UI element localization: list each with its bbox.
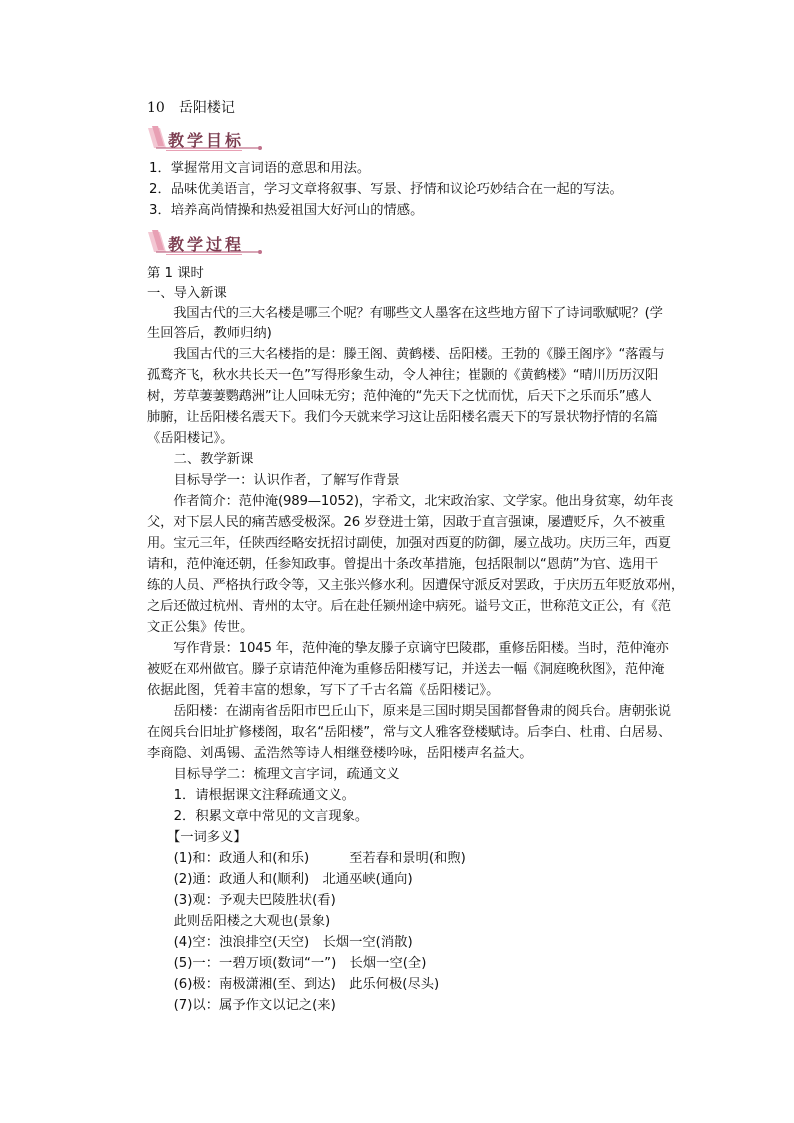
text-line: 写作背景：1045 年，范仲淹的挚友滕子京谪守巴陵郡，重修岳阳楼。当时，范仲淹亦 [147,641,669,656]
text-line: 之后还做过杭州、青州的太守。后在赴任颍州途中病死。谥号文正，世称范文正公，有《范 [147,599,671,614]
goal-item: 2．品味优美语言，学习文章将叙事、写景、抒情和议论巧妙结合在一起的写法。 [149,182,623,197]
process-banner [146,228,266,256]
text-line: 请和，范仲淹还朝，任参知政事。曾提出十条改革措施，包括限制以“恩荫”为官、选用干 [147,557,659,572]
text-line: (7)以：属予作文以记之(来) [147,998,336,1013]
goal-item: 1．掌握常用文言词语的意思和用法。 [149,161,371,176]
text-line: 二、教学新课 [147,452,254,467]
text-line: 目标导学二：梳理文言字词，疏通文义 [147,767,400,782]
text-line: 此则岳阳楼之大观也(景象) [147,914,331,929]
lesson-name: 岳阳楼记 [178,100,235,116]
lesson-title [147,99,235,117]
text-line: 2．积累文章中常见的文言现象。 [147,809,369,824]
text-line: 【一词多义】 [147,830,247,845]
text-line: 目标导学一：认识作者，了解写作背景 [147,473,400,488]
process-banner-label: 教学过程 [168,235,245,254]
goals-banner-label: 教学目标 [168,131,245,150]
text-line: (5)一：一碧万顷(数词“一”) 长烟一空(全) [147,956,427,971]
text-line: 我国古代的三大名楼指的是：滕王阁、黄鹤楼、岳阳楼。王勃的《滕王阁序》“落霞与 [147,347,665,362]
text-line: 用。宝元三年，任陕西经略安抚招讨副使，加强对西夏的防御，屡立战功。庆历三年，西夏 [147,536,671,551]
text-line: 岳阳楼：在湖南省岳阳市巴丘山下，原来是三国时期吴国都督鲁肃的阅兵台。唐朝张说 [147,704,671,719]
text-line: 文正公集》传世。 [147,620,254,635]
text-line: 我国古代的三大名楼是哪三个呢？有哪些文人墨客在这些地方留下了诗词歌赋呢？(学 [147,306,663,321]
text-line: (2)通：政通人和(顺利) 北通巫峡(通向) [147,872,413,887]
text-line: 被贬在邓州做官。滕子京请范仲淹为重修岳阳楼写记，并送去一幅《洞庭晚秋图》，范仲淹 [147,662,665,677]
text-line: (4)空：浊浪排空(天空) 长烟一空(消散) [147,935,413,950]
text-line: 在阅兵台旧址扩修楼阁，取名“岳阳楼”，常与文人雅客登楼赋诗。后李白、杜甫、白居易、 [147,725,672,740]
text-line: 李商隐、刘禹锡、孟浩然等诗人相继登楼吟咏，岳阳楼声名益大。 [147,746,533,761]
text-line: 一、导入新课 [147,286,227,301]
text-line: 孤鹜齐飞，秋水共长天一色”写得形象生动，令人神往；崔颢的《黄鹤楼》“晴川历历汉阳 [147,368,659,383]
text-line: 《岳阳楼记》。 [147,431,234,446]
text-line: 练的人员、严格执行政令等，又主张兴修水利。因遭保守派反对罢政，于庆历五年贬放邓州， [147,578,684,593]
text-line: 第 1 课时 [147,266,204,281]
text-line: 肺腑，让岳阳楼名震天下。我们今天就来学习这让岳阳楼名震天下的写景状物抒情的名篇 [147,410,658,425]
text-line: 生回答后，教师归纳) [147,326,272,341]
text-line: (6)极：南极潇湘(至、到达) 此乐何极(尽头) [147,977,440,992]
text-line: 父，对下层人民的痛苦感受极深。26 岁登进士第，因敢于直言强谏，屡遭贬斥，久不被重 [147,515,666,530]
goals-banner [146,124,266,152]
text-line: 树，芳草萋萋鹦鹉洲”让人回味无穷；范仲淹的“先天下之忧而忧，后天下之乐而乐”感人 [147,389,652,404]
text-line: 1．请根据课文注释疏通文义。 [147,788,355,803]
goal-item: 3．培养高尚情操和热爱祖国大好河山的情感。 [149,203,424,218]
text-line: (3)观：予观夫巴陵胜状(看) [147,893,336,908]
text-line: 作者简介：范仲淹(989—1052)，字希文，北宋政治家、文学家。他出身贫寒，幼年丧 [147,494,674,509]
lesson-number: 10 [147,100,165,116]
text-line: 依据此图，凭着丰富的想象，写下了千古名篇《岳阳楼记》。 [147,683,500,698]
text-line: (1)和：政通人和(和乐) 至若春和景明(和煦) [147,851,466,866]
